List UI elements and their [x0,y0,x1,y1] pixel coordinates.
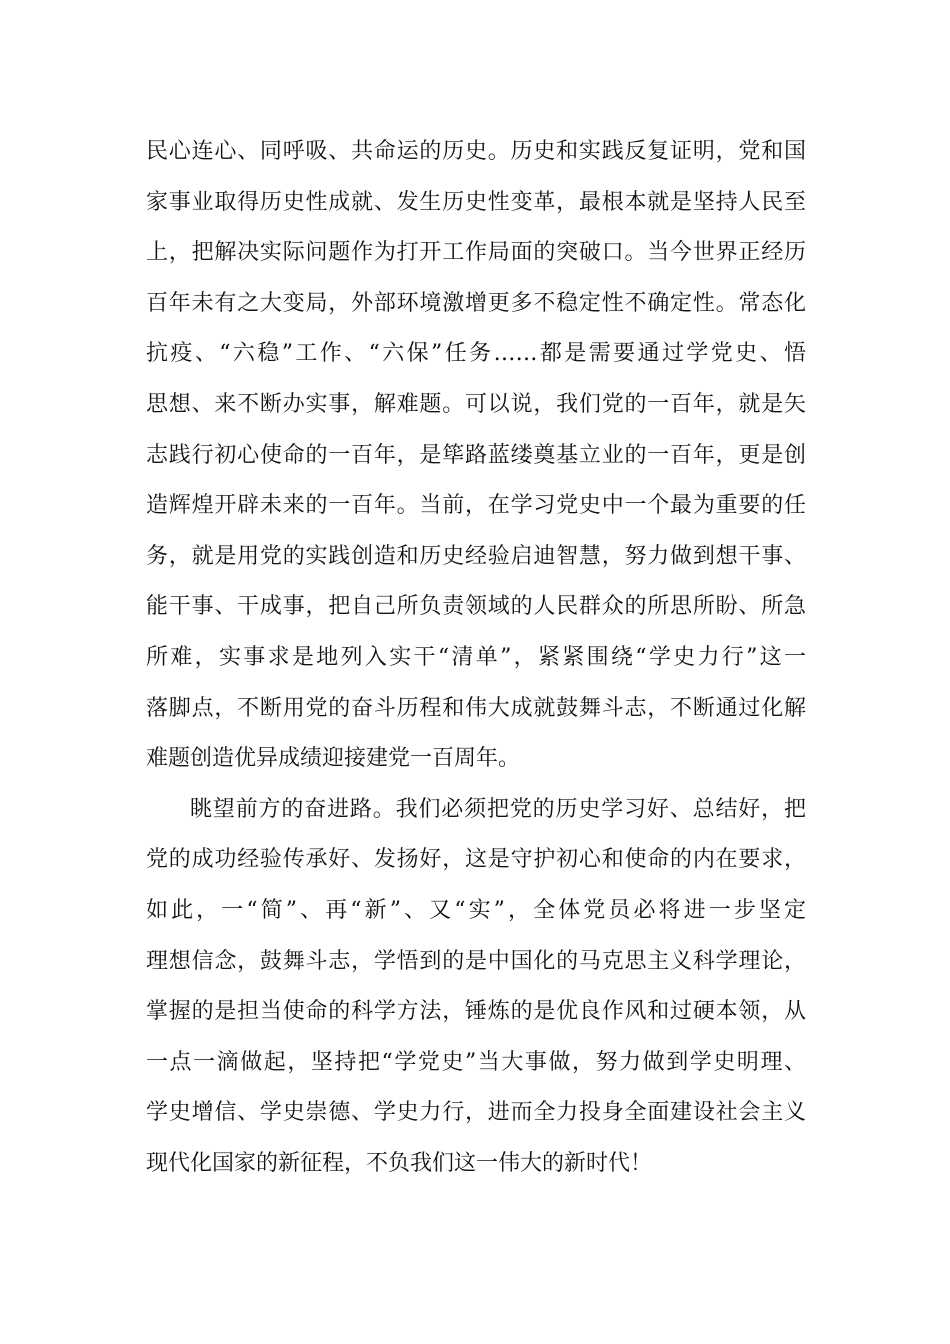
paragraph-1-line: 百年未有之大变局，外部环境激增更多不稳定性不确定性。常态化 [146,290,806,316]
paragraph-2-line: 学史增信、学史崇德、学史力行，进而全力投身全面建设社会主义 [146,1100,806,1126]
body-text [146,130,806,1192]
paragraph-2-line: 理想信念，鼓舞斗志，学悟到的是中国化的马克思主义科学理论， [146,948,806,974]
paragraph-1-line: 上，把解决实际问题作为打开工作局面的突破口。当今世界正经历 [146,240,806,266]
paragraph-1-line: 思想、来不断办实事，解难题。可以说，我们党的一百年，就是矢 [146,391,806,417]
paragraph-1-line: 所难，实事求是地列入实干“清单”，紧紧围绕“学史力行”这一 [146,644,806,670]
paragraph-2-line: 党的成功经验传承好、发扬好，这是守护初心和使命的内在要求， [146,847,806,873]
paragraph-1-last-line: 难题创造优异成绩迎接建党一百周年。 [146,746,521,772]
paragraph-2-line: 掌握的是担当使命的科学方法，锤炼的是优良作风和过硬本领，从 [146,999,806,1025]
paragraph-1-line: 抗疫、“六稳”工作、“六保”任务……都是需要通过学党史、悟 [146,341,806,367]
paragraph-2-first-line: 眺望前方的奋进路。我们必须把党的历史学习好、总结好，把 [190,796,806,822]
paragraph-2-line: 如此，一“简”、再“新”、又“实”，全体党员必将进一步坚定 [146,897,806,923]
paragraph-2-line: 一点一滴做起，坚持把“学党史”当大事做，努力做到学史明理、 [146,1049,806,1075]
paragraph-1-line: 务，就是用党的实践创造和历史经验启迪智慧，努力做到想干事、 [146,543,806,569]
paragraph-1-line: 民心连心、同呼吸、共命运的历史。历史和实践反复证明，党和国 [146,139,806,164]
paragraph-1-line: 家事业取得历史性成就、发生历史性变革，最根本就是坚持人民至 [146,189,806,215]
paragraph-1-line: 造辉煌开辟未来的一百年。当前，在学习党史中一个最为重要的任 [146,493,806,519]
paragraph-1-line: 志践行初心使命的一百年，是筚路蓝缕奠基立业的一百年，更是创 [146,442,806,468]
paragraph-2-last-line: 现代化国家的新征程，不负我们这一伟大的新时代！ [146,1150,653,1176]
paragraph-1-line: 能干事、干成事，把自己所负责领域的人民群众的所思所盼、所急 [146,594,806,620]
paragraph-1-line: 落脚点，不断用党的奋斗历程和伟大成就鼓舞斗志，不断通过化解 [146,695,806,721]
